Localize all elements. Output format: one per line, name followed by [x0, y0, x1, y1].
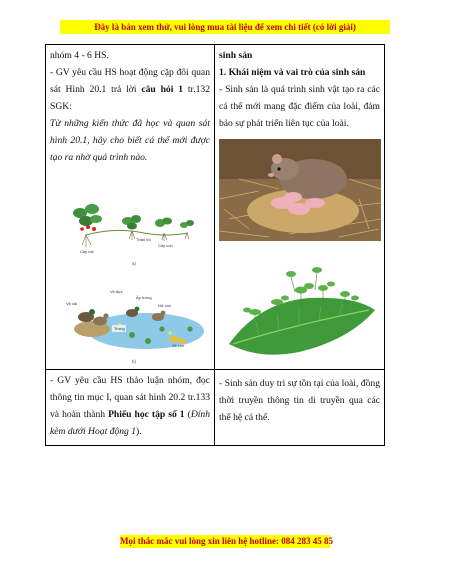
worksheet-ref: Phiếu học tập số 1 [108, 409, 185, 420]
instruction-text: - GV yêu cầu HS hoạt động cặp đôi quan sát Hình 20.1 trả lời [50, 67, 210, 95]
child-plant-label: Cây con [158, 243, 173, 248]
reproduction-definition: - Sinh sản là quá trình sinh vật tạo ra các cá thể mới mang đặc điểm của loài, đảm bảo sự phát triển liên tục của loài. [219, 84, 380, 129]
figure-b-caption: b) [132, 359, 137, 364]
pair-activity-instruction [50, 64, 210, 115]
child-plant-3 [180, 220, 194, 239]
row-divider [46, 369, 384, 370]
strawberry-runner-figure [66, 183, 206, 267]
male-duck-label: Vịt đực [110, 289, 123, 294]
kalanchoe-leaf-photo [219, 248, 381, 366]
duckling-label: Vịt con [172, 343, 185, 348]
section-heading: sinh sản [219, 50, 253, 61]
attachment-note: Đính kèm dưới Hoạt động 1 [50, 409, 211, 437]
child-plant-2 [155, 218, 172, 242]
instruction-tail: tr.132 SGK: [50, 84, 210, 112]
group-size-line: nhóm 4 - 6 HS. [50, 50, 109, 61]
left-top-cell [50, 47, 210, 166]
paren-close: ). [136, 426, 142, 437]
parent-plant-label: Cây mẹ [80, 249, 94, 254]
incubate-label: Ấp trứng [136, 295, 152, 300]
figure-a-caption: a) [132, 261, 137, 266]
right-bottom-cell [219, 375, 380, 426]
egg-label: Trứng [114, 326, 125, 331]
mouse-nest-photo [219, 139, 381, 241]
female-duck-label: Vịt cái [66, 301, 77, 306]
duck-pond-figure [62, 277, 210, 365]
lesson-table [45, 44, 385, 446]
right-top-cell [219, 47, 380, 132]
parent-plant [73, 204, 102, 247]
paren-open: ( [184, 409, 191, 420]
group-discussion-instruction [50, 372, 210, 440]
question-text: Từ những kiến thức đã học và quan sát hình 20.1, hãy cho biết cá thể mới được tạo ra nhờ quá trình nào. [50, 118, 210, 163]
column-divider [214, 45, 215, 445]
reproduction-role-text: - Sinh sản duy trì sự tồn tại của loài, đồng thời truyền thông tin di truyền qua các thế hệ cá thể. [219, 378, 380, 423]
subsection-heading: 1. Khái niệm và vai trò của sinh sản [219, 67, 366, 78]
question-ref: câu hỏi 1 [141, 84, 184, 95]
stem-label: Thân bò [136, 237, 151, 242]
left-bottom-cell [50, 372, 210, 440]
preview-banner: Đây là bản xem thử, vui lòng mua tài liệu để xem chi tiết (có lời giải) [60, 20, 390, 34]
hatch-label: Nở con [158, 303, 172, 308]
discussion-text: - GV yêu cầu HS thảo luận nhóm, đọc thông tin mục I, quan sát hình 20.2 tr.133 và hoàn thành [50, 375, 210, 420]
hotline-footer: Mọi thắc mắc vui lòng xin liên hệ hotline: 084 283 45 85 [120, 536, 334, 546]
